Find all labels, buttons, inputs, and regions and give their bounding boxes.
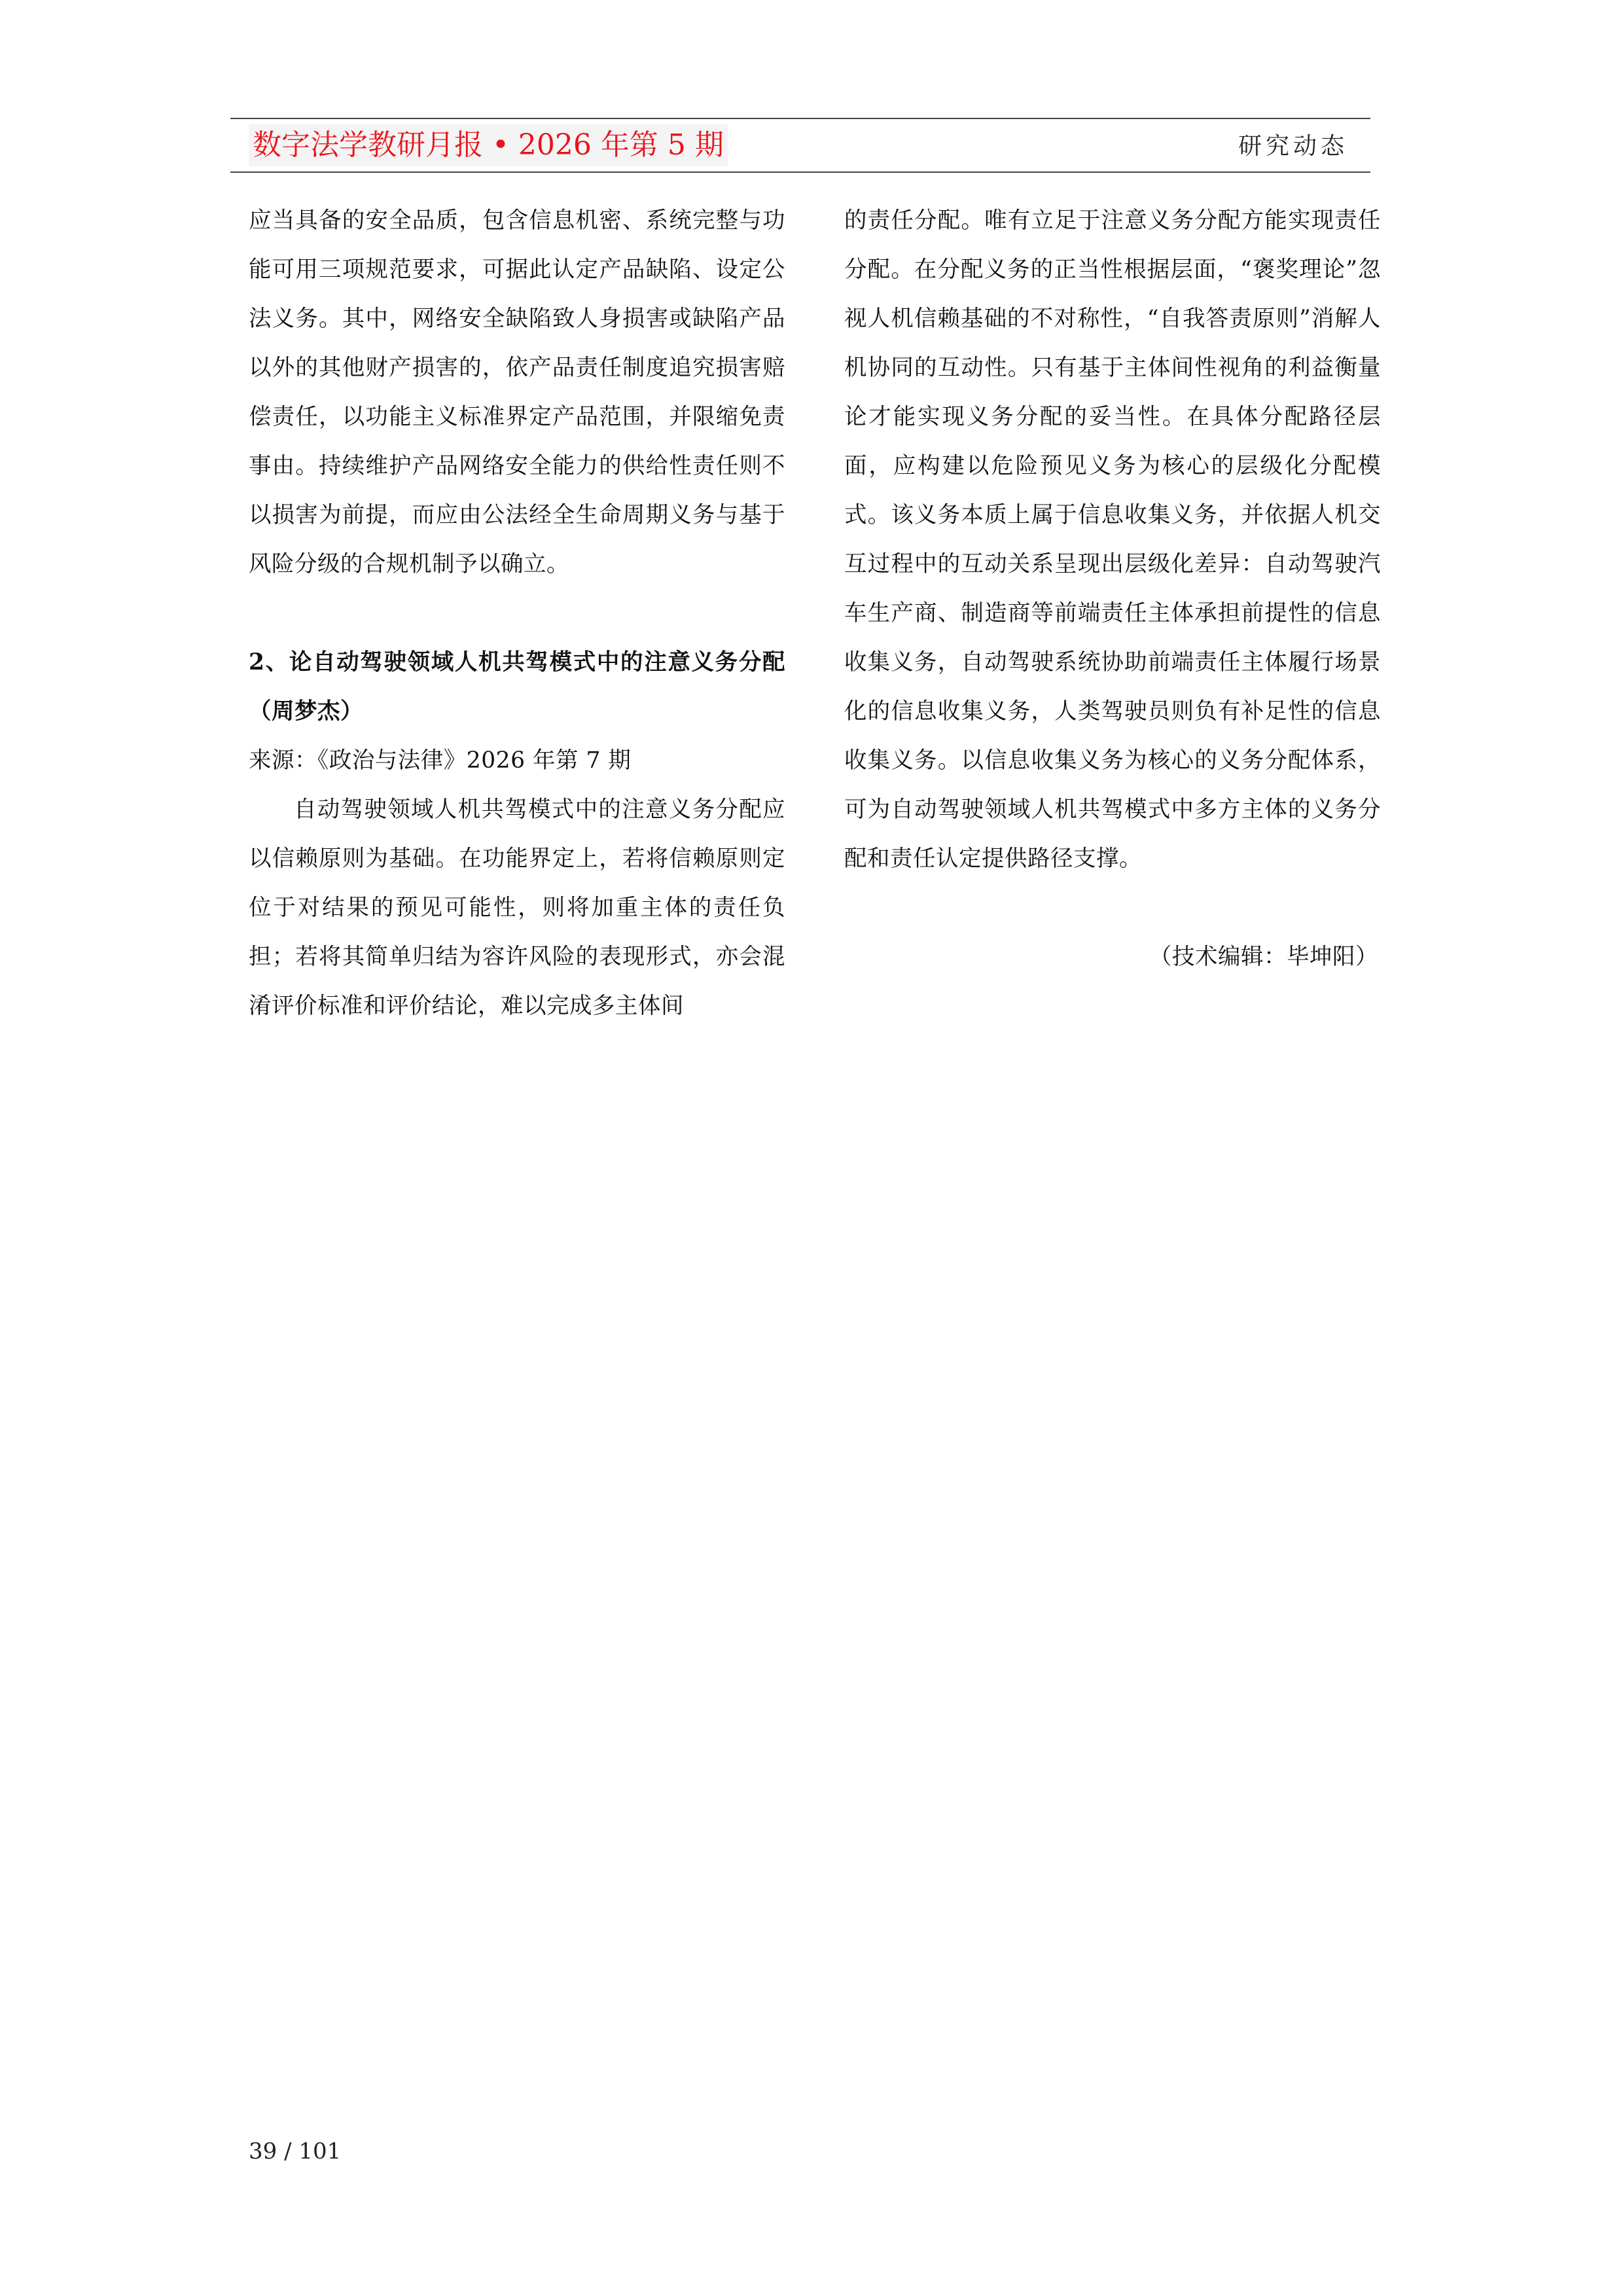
article-paragraph-end: 的责任分配。唯有立足于注意义务分配方能实现责任分配。在分配义务的正当性根据层面，“褒奖理论”忽视人机信赖基础的不对称性，“自我答责原则”消解人机协同的互动性。只有基于主体间性视角的利益衡量论才能实现义务分配的妥当性。在具体分配路径层面，应构建以危险预见义务为核心的层级化分配模式。该义务本质上属于信息收集义务，并依据人机交互过程中的互动关系呈现出层级化差异：自动驾驶汽车生产商、制造商等前端责任主体承担前提性的信息收集义务，自动驾驶系统协助前端责任主体履行场景化的信息收集义务，人类驾驶员则负有补足性的信息收集义务。以信息收集义务为核心的义务分配体系，可为自动驾驶领域人机共驾模式中多方主体的义务分配和责任认定提供路径支撑。 bbox=[844, 207, 1381, 872]
page-number: 39 / 101 bbox=[249, 2138, 342, 2164]
journal-title: 数字法学教研月报 • 2026 年第 5 期 bbox=[249, 124, 728, 166]
right-column bbox=[844, 196, 1381, 982]
article-heading: 2、论自动驾驶领域人机共驾模式中的注意义务分配（周梦杰） bbox=[249, 649, 785, 725]
article-paragraph-start: 自动驾驶领域人机共驾模式中的注意义务分配应以信赖原则为基础。在功能界定上，若将信赖原则定位于对结果的预见可能性，则将加重主体的责任负担；若将其简单归结为容许风险的表现形式，亦会混淆评价标准和评价结论，难以完成多主体间 bbox=[249, 797, 785, 1019]
editor-note: （技术编辑：毕坤阳） bbox=[1149, 944, 1378, 970]
left-column bbox=[249, 196, 785, 1031]
article-source: 来源：《政治与法律》2026 年第 7 期 bbox=[249, 747, 632, 774]
header-bottom-rule bbox=[230, 171, 1370, 173]
continued-paragraph: 应当具备的安全品质，包含信息机密、系统完整与功能可用三项规范要求，可据此认定产品缺陷、设定公法义务。其中，网络安全缺陷致人身损害或缺陷产品以外的其他财产损害的，依产品责任制度追究损害赔偿责任，以功能主义标准界定产品范围，并限缩免责事由。持续维护产品网络安全能力的供给性责任则不以损害为前提，而应由公法经全生命周期义务与基于风险分级的合规机制予以确立。 bbox=[249, 207, 785, 577]
header-top-rule bbox=[230, 118, 1370, 119]
section-label: 研究动态 bbox=[1238, 133, 1348, 160]
